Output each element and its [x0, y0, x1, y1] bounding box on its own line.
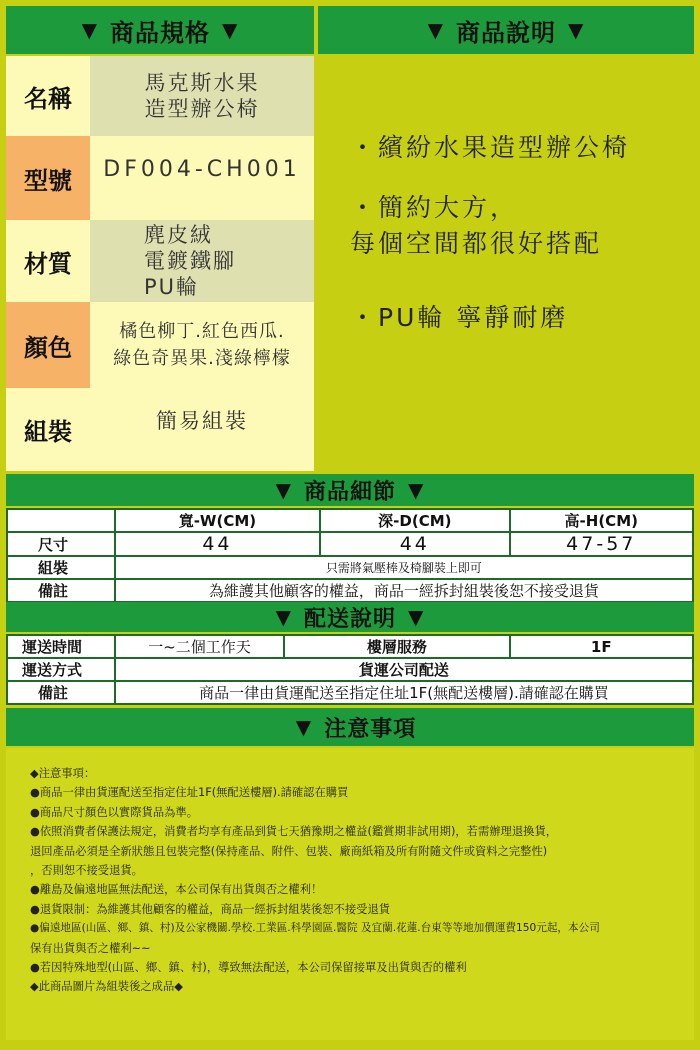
row-header: 備註	[7, 681, 115, 704]
spec-table	[6, 56, 314, 471]
spec-row-color	[6, 302, 314, 388]
column-header: 深-D(CM)	[320, 509, 509, 532]
delivery-header	[6, 602, 694, 632]
notice-header	[6, 708, 694, 746]
spec-row-model	[6, 136, 314, 220]
spec-label: 名稱	[6, 56, 90, 136]
triangle-down-icon: ▼	[408, 478, 425, 502]
spec-header-label: 商品規格	[110, 18, 210, 47]
notice-line: ●偏遠地區(山區、鄉、鎮、村)及公家機關.學校.工業區.科學園區.醫院 及宜蘭.花蓮.台東等等地加價運費150元起，本公司	[30, 922, 600, 935]
table-cell	[7, 509, 115, 532]
notice-line: ●商品一律由貨運配送至指定住址1F(無配送樓層).請確認在購買	[30, 786, 349, 800]
notice-line: ，否則恕不接受退貨。	[30, 864, 143, 878]
spec-header	[6, 6, 314, 54]
table-cell: 1F	[510, 635, 693, 658]
spec-value: 橘色柳丁.紅色西瓜. 綠色奇異果.淺綠檸檬	[90, 302, 314, 388]
row-header: 運送時間	[7, 635, 115, 658]
table-cell: 47-57	[510, 532, 693, 556]
table-row	[7, 681, 693, 704]
table-row	[7, 532, 693, 556]
notice-line: 保有出貨與否之權利~~	[30, 941, 151, 955]
row-header: 尺寸	[7, 532, 115, 556]
row-header: 組裝	[7, 556, 115, 579]
table-row	[7, 509, 693, 532]
notice-list	[6, 748, 694, 1040]
spec-value: 麂皮絨 電鍍鐵腳 PU輪	[90, 220, 314, 302]
table-cell: 貨運公司配送	[115, 658, 693, 681]
detail-header-label: 商品細節	[303, 479, 396, 505]
delivery-table	[6, 634, 694, 705]
table-cell: 44	[320, 532, 509, 556]
spec-label: 材質	[6, 220, 90, 302]
triangle-down-icon: ▼	[275, 605, 292, 629]
triangle-down-icon: ▼	[295, 715, 313, 739]
triangle-down-icon: ▼	[81, 18, 98, 42]
detail-table	[6, 508, 694, 603]
triangle-down-icon: ▼	[568, 18, 585, 42]
spec-value: DF004-CH001	[90, 136, 314, 220]
notice-line: ●依照消費者保護法規定，消費者均享有產品到貨七天猶豫期之權益(鑑賞期非試用期)，若需辦理退換貨，	[30, 825, 558, 839]
spec-label: 組裝	[6, 388, 90, 471]
notice-line: ●離島及偏遠地區無法配送，本公司保有出貨與否之權利！	[30, 883, 323, 897]
notice-line: ●退貨限制：為維護其他顧客的權益，商品一經拆封組裝後恕不接受退貨	[30, 902, 391, 916]
description-header	[318, 6, 694, 54]
triangle-down-icon: ▼	[427, 18, 444, 42]
spec-label: 型號	[6, 136, 90, 220]
table-cell: 只需將氣壓棒及椅腳裝上即可	[115, 556, 693, 579]
triangle-down-icon: ▼	[222, 18, 239, 42]
notice-line: ●若因特殊地型(山區、鄉、鎮、村)，導致無法配送，本公司保留接單及出貨與否的權利	[30, 961, 467, 975]
notice-line: ●商品尺寸顏色以實際貨品為準。	[30, 805, 199, 819]
spec-row-assembly	[6, 388, 314, 471]
description-item: ・繽紛水果造型辦公椅	[350, 133, 631, 162]
column-header: 高-H(CM)	[510, 509, 693, 532]
description-item: ・簡約大方， 每個空間都很好搭配	[350, 193, 603, 259]
description-header-label: 商品說明	[456, 18, 556, 47]
notice-line: ◆此商品圖片為組裝後之成品◆	[30, 980, 183, 994]
row-header: 樓層服務	[284, 635, 509, 658]
description-panel	[318, 56, 694, 471]
spec-value: 簡易組裝	[90, 388, 314, 471]
spec-row-name	[6, 56, 314, 136]
detail-header	[6, 474, 694, 506]
table-cell: 一~二個工作天	[115, 635, 284, 658]
table-row	[7, 635, 693, 658]
description-item: ・PU輪 寧靜耐磨	[350, 303, 569, 332]
spec-row-material	[6, 220, 314, 302]
spec-label: 顏色	[6, 302, 90, 388]
table-row	[7, 658, 693, 681]
notice-line: ◆注意事項：	[30, 767, 96, 780]
table-row	[7, 579, 693, 602]
notice-line: 退回產品必須是全新狀態且包裝完整(保持產品、附件、包裝、廠商紙箱及所有附隨文件或資料之完整性)	[30, 844, 548, 858]
column-header: 寬-W(CM)	[115, 509, 320, 532]
table-cell: 為維護其他顧客的權益，商品一經拆封組裝後恕不接受退貨	[115, 579, 693, 602]
notice-header-label: 注意事項	[324, 716, 417, 742]
table-cell: 44	[115, 532, 320, 556]
table-row	[7, 556, 693, 579]
table-cell: 商品一律由貨運配送至指定住址1F(無配送樓層).請確認在購買	[115, 681, 693, 704]
delivery-header-label: 配送說明	[303, 606, 396, 632]
triangle-down-icon: ▼	[275, 478, 292, 502]
row-header: 運送方式	[7, 658, 115, 681]
triangle-down-icon: ▼	[408, 605, 425, 629]
row-header: 備註	[7, 579, 115, 602]
spec-value: 馬克斯水果 造型辦公椅	[90, 56, 314, 136]
